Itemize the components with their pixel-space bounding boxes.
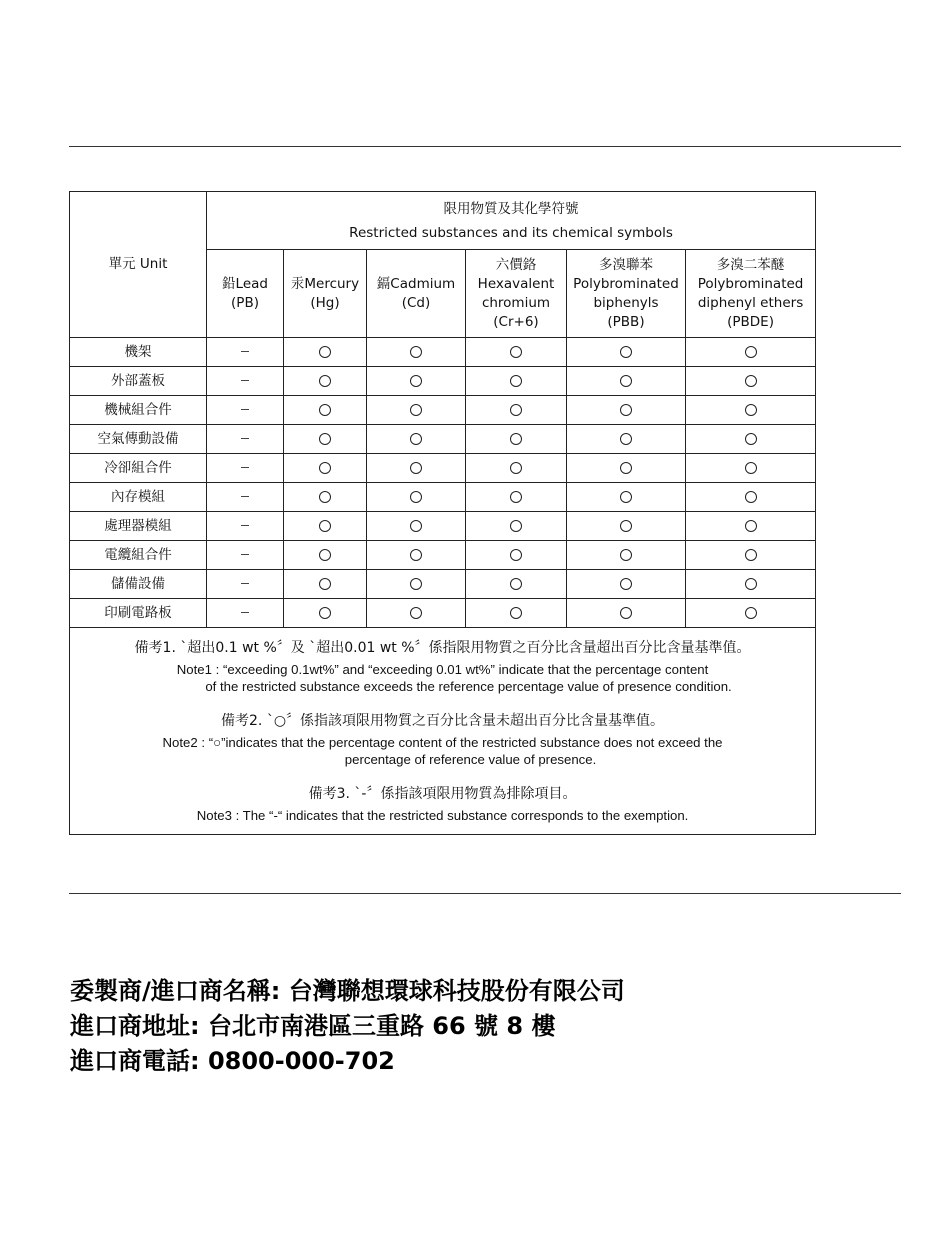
dash-icon xyxy=(241,583,249,584)
circle-icon xyxy=(410,578,422,590)
substance-header-line: 汞Mercury xyxy=(290,275,360,292)
compliant-mark-icon xyxy=(284,599,367,628)
compliant-mark-icon xyxy=(686,541,816,570)
circle-icon xyxy=(745,578,757,590)
substance-header-1 xyxy=(284,250,367,338)
dash-icon xyxy=(241,380,249,381)
circle-icon xyxy=(620,462,632,474)
circle-icon xyxy=(620,346,632,358)
exemption-mark-icon xyxy=(207,570,284,599)
note1-zh: 備考1. ˋ超出0.1 wt %〞及 ˋ超出0.01 wt %〞係指限用物質之百分比含量超出百分比含量基準值。 xyxy=(134,640,751,656)
row-name: 印刷電路板 xyxy=(70,599,207,628)
dash-icon xyxy=(241,467,249,468)
note1-en-line1: Note1 : “exceeding 0.1wt%” and “exceeding 0.01 wt%” indicate that the percentage content xyxy=(176,662,709,677)
substance-header-line: 六價鉻 xyxy=(495,256,537,273)
circle-icon xyxy=(510,491,522,503)
substance-header-line: (Hg) xyxy=(310,294,340,311)
circle-icon xyxy=(745,346,757,358)
substance-header-line: Hexavalent xyxy=(477,275,555,292)
table-body xyxy=(70,338,816,628)
note2-en xyxy=(70,734,815,768)
row-name: 內存模組 xyxy=(70,483,207,512)
circle-icon xyxy=(620,578,632,590)
importer-info xyxy=(70,974,625,1079)
circle-icon xyxy=(510,578,522,590)
compliant-mark-icon xyxy=(686,454,816,483)
circle-icon xyxy=(620,404,632,416)
compliant-mark-icon xyxy=(686,367,816,396)
substance-header-line: diphenyl ethers xyxy=(697,294,804,311)
compliant-mark-icon xyxy=(466,570,567,599)
circle-icon xyxy=(620,491,632,503)
circle-icon xyxy=(410,520,422,532)
compliant-mark-icon xyxy=(284,541,367,570)
row-name: 電纜組合件 xyxy=(70,541,207,570)
dash-icon xyxy=(241,351,249,352)
circle-icon xyxy=(319,433,331,445)
exemption-mark-icon xyxy=(207,541,284,570)
compliant-mark-icon xyxy=(466,425,567,454)
table-row xyxy=(70,396,816,425)
circle-icon xyxy=(410,462,422,474)
circle-icon xyxy=(510,549,522,561)
compliant-mark-icon xyxy=(367,570,466,599)
compliant-mark-icon xyxy=(567,541,686,570)
compliant-mark-icon xyxy=(367,367,466,396)
compliant-mark-icon xyxy=(466,541,567,570)
exemption-mark-icon xyxy=(207,599,284,628)
compliant-mark-icon xyxy=(567,425,686,454)
circle-icon xyxy=(620,375,632,387)
note3-zh: 備考3. ˋ-〞係指該項限用物質為排除項目。 xyxy=(308,786,577,802)
table-row xyxy=(70,425,816,454)
compliant-mark-icon xyxy=(567,367,686,396)
row-name: 儲備設備 xyxy=(70,570,207,599)
importer-address: 進口商地址: 台北市南港區三重路 66 號 8 樓 xyxy=(70,1012,556,1040)
exemption-mark-icon xyxy=(207,338,284,367)
compliant-mark-icon xyxy=(567,338,686,367)
header-row-top xyxy=(70,192,816,250)
compliant-mark-icon xyxy=(567,396,686,425)
substance-header-line: (PBB) xyxy=(607,313,645,330)
table-row xyxy=(70,599,816,628)
circle-icon xyxy=(319,520,331,532)
table-row xyxy=(70,512,816,541)
circle-icon xyxy=(745,520,757,532)
circle-icon xyxy=(410,549,422,561)
compliant-mark-icon xyxy=(367,483,466,512)
table-row xyxy=(70,454,816,483)
circle-icon xyxy=(410,433,422,445)
circle-icon xyxy=(319,462,331,474)
substance-header-line: 多溴二苯醚 xyxy=(716,256,785,273)
compliant-mark-icon xyxy=(686,599,816,628)
row-name: 冷卻組合件 xyxy=(70,454,207,483)
circle-icon xyxy=(620,520,632,532)
compliant-mark-icon xyxy=(466,454,567,483)
substance-header-line: Polybrominated xyxy=(573,275,679,292)
circle-icon xyxy=(510,404,522,416)
compliant-mark-icon xyxy=(567,483,686,512)
circle-icon xyxy=(410,375,422,387)
compliant-mark-icon xyxy=(367,599,466,628)
circle-icon xyxy=(510,375,522,387)
substance-header-0 xyxy=(207,250,284,338)
importer-name: 委製商/進口商名稱: 台灣聯想環球科技股份有限公司 xyxy=(70,977,625,1005)
bottom-divider xyxy=(69,893,901,894)
circle-icon xyxy=(510,462,522,474)
circle-icon xyxy=(745,491,757,503)
substance-header-3 xyxy=(466,250,567,338)
circle-icon xyxy=(510,433,522,445)
compliant-mark-icon xyxy=(367,512,466,541)
circle-icon xyxy=(410,607,422,619)
compliant-mark-icon xyxy=(284,396,367,425)
compliant-mark-icon xyxy=(284,483,367,512)
notes-cell xyxy=(70,628,816,835)
circle-icon xyxy=(620,607,632,619)
exemption-mark-icon xyxy=(207,396,284,425)
restricted-header-zh: 限用物質及其化學符號 xyxy=(443,200,579,217)
compliant-mark-icon xyxy=(686,483,816,512)
compliant-mark-icon xyxy=(686,512,816,541)
note2-en-line2: percentage of reference value of presence. xyxy=(344,752,597,767)
table-row xyxy=(70,483,816,512)
compliant-mark-icon xyxy=(466,512,567,541)
circle-icon xyxy=(745,549,757,561)
circle-icon xyxy=(319,607,331,619)
table-row xyxy=(70,570,816,599)
compliant-mark-icon xyxy=(284,512,367,541)
table-row xyxy=(70,541,816,570)
circle-icon xyxy=(745,433,757,445)
exemption-mark-icon xyxy=(207,483,284,512)
substance-header-2 xyxy=(367,250,466,338)
importer-phone: 進口商電話: 0800-000-702 xyxy=(70,1047,395,1075)
substance-header-line: (PBDE) xyxy=(727,313,774,330)
compliant-mark-icon xyxy=(686,338,816,367)
notes-row xyxy=(70,628,816,835)
circle-icon xyxy=(745,404,757,416)
circle-icon xyxy=(410,491,422,503)
row-name: 機械組合件 xyxy=(70,396,207,425)
substance-header-line: 鉛Lead xyxy=(222,275,268,292)
dash-icon xyxy=(241,438,249,439)
compliant-mark-icon xyxy=(686,396,816,425)
restricted-header-en: Restricted substances and its chemical symbols xyxy=(349,224,673,241)
substance-header-5 xyxy=(686,250,816,338)
circle-icon xyxy=(410,346,422,358)
row-name: 外部蓋板 xyxy=(70,367,207,396)
substance-header-line: 鎘Cadmium xyxy=(376,275,456,292)
top-divider xyxy=(69,146,901,147)
substance-header-line: biphenyls xyxy=(593,294,659,311)
circle-icon xyxy=(319,375,331,387)
compliant-mark-icon xyxy=(367,396,466,425)
compliant-mark-icon xyxy=(686,425,816,454)
compliant-mark-icon xyxy=(367,541,466,570)
note3-en: Note3 : The “-“ indicates that the restricted substance corresponds to the exemption. xyxy=(196,808,689,823)
circle-icon xyxy=(410,404,422,416)
restricted-substances-header xyxy=(207,192,816,250)
circle-icon xyxy=(745,607,757,619)
compliant-mark-icon xyxy=(567,570,686,599)
substance-header-line: (Cd) xyxy=(401,294,431,311)
table-row xyxy=(70,338,816,367)
circle-icon xyxy=(319,404,331,416)
note1-en-line2: of the restricted substance exceeds the reference percentage value of presence condition. xyxy=(205,679,732,694)
substance-header-line: 多溴聯苯 xyxy=(599,256,653,273)
unit-label: 單元 Unit xyxy=(108,256,168,273)
circle-icon xyxy=(319,491,331,503)
circle-icon xyxy=(319,346,331,358)
compliant-mark-icon xyxy=(567,512,686,541)
compliant-mark-icon xyxy=(466,599,567,628)
table-row xyxy=(70,367,816,396)
circle-icon xyxy=(319,578,331,590)
compliant-mark-icon xyxy=(367,425,466,454)
row-name: 處理器模組 xyxy=(70,512,207,541)
dash-icon xyxy=(241,612,249,613)
dash-icon xyxy=(241,554,249,555)
exemption-mark-icon xyxy=(207,367,284,396)
circle-icon xyxy=(745,375,757,387)
compliant-mark-icon xyxy=(466,338,567,367)
row-name: 機架 xyxy=(70,338,207,367)
circle-icon xyxy=(620,433,632,445)
compliant-mark-icon xyxy=(466,483,567,512)
dash-icon xyxy=(241,409,249,410)
circle-icon xyxy=(510,346,522,358)
note2-en-line1: Note2 : “○”indicates that the percentage content of the restricted substance does not exceed the xyxy=(162,735,723,750)
compliant-mark-icon xyxy=(367,338,466,367)
dash-icon xyxy=(241,496,249,497)
row-name: 空氣傳動設備 xyxy=(70,425,207,454)
compliant-mark-icon xyxy=(284,338,367,367)
substance-header-line: (PB) xyxy=(231,294,259,311)
unit-header-cell xyxy=(70,192,207,338)
note2-zh: 備考2. ˋ○〞係指該項限用物質之百分比含量未超出百分比含量基準值。 xyxy=(221,713,665,729)
compliant-mark-icon xyxy=(567,454,686,483)
substance-header-line: Polybrominated xyxy=(697,275,804,292)
restricted-substances-table xyxy=(69,191,816,835)
substance-header-4 xyxy=(567,250,686,338)
compliant-mark-icon xyxy=(284,367,367,396)
exemption-mark-icon xyxy=(207,425,284,454)
exemption-mark-icon xyxy=(207,512,284,541)
circle-icon xyxy=(620,549,632,561)
compliant-mark-icon xyxy=(466,367,567,396)
note1-en xyxy=(70,661,815,695)
circle-icon xyxy=(510,520,522,532)
exemption-mark-icon xyxy=(207,454,284,483)
compliant-mark-icon xyxy=(284,570,367,599)
circle-icon xyxy=(745,462,757,474)
circle-icon xyxy=(510,607,522,619)
substance-header-line: (Cr+6) xyxy=(493,313,539,330)
compliant-mark-icon xyxy=(284,454,367,483)
compliant-mark-icon xyxy=(567,599,686,628)
circle-icon xyxy=(319,549,331,561)
compliant-mark-icon xyxy=(686,570,816,599)
dash-icon xyxy=(241,525,249,526)
compliant-mark-icon xyxy=(367,454,466,483)
compliant-mark-icon xyxy=(284,425,367,454)
compliant-mark-icon xyxy=(466,396,567,425)
substance-header-line: chromium xyxy=(481,294,551,311)
